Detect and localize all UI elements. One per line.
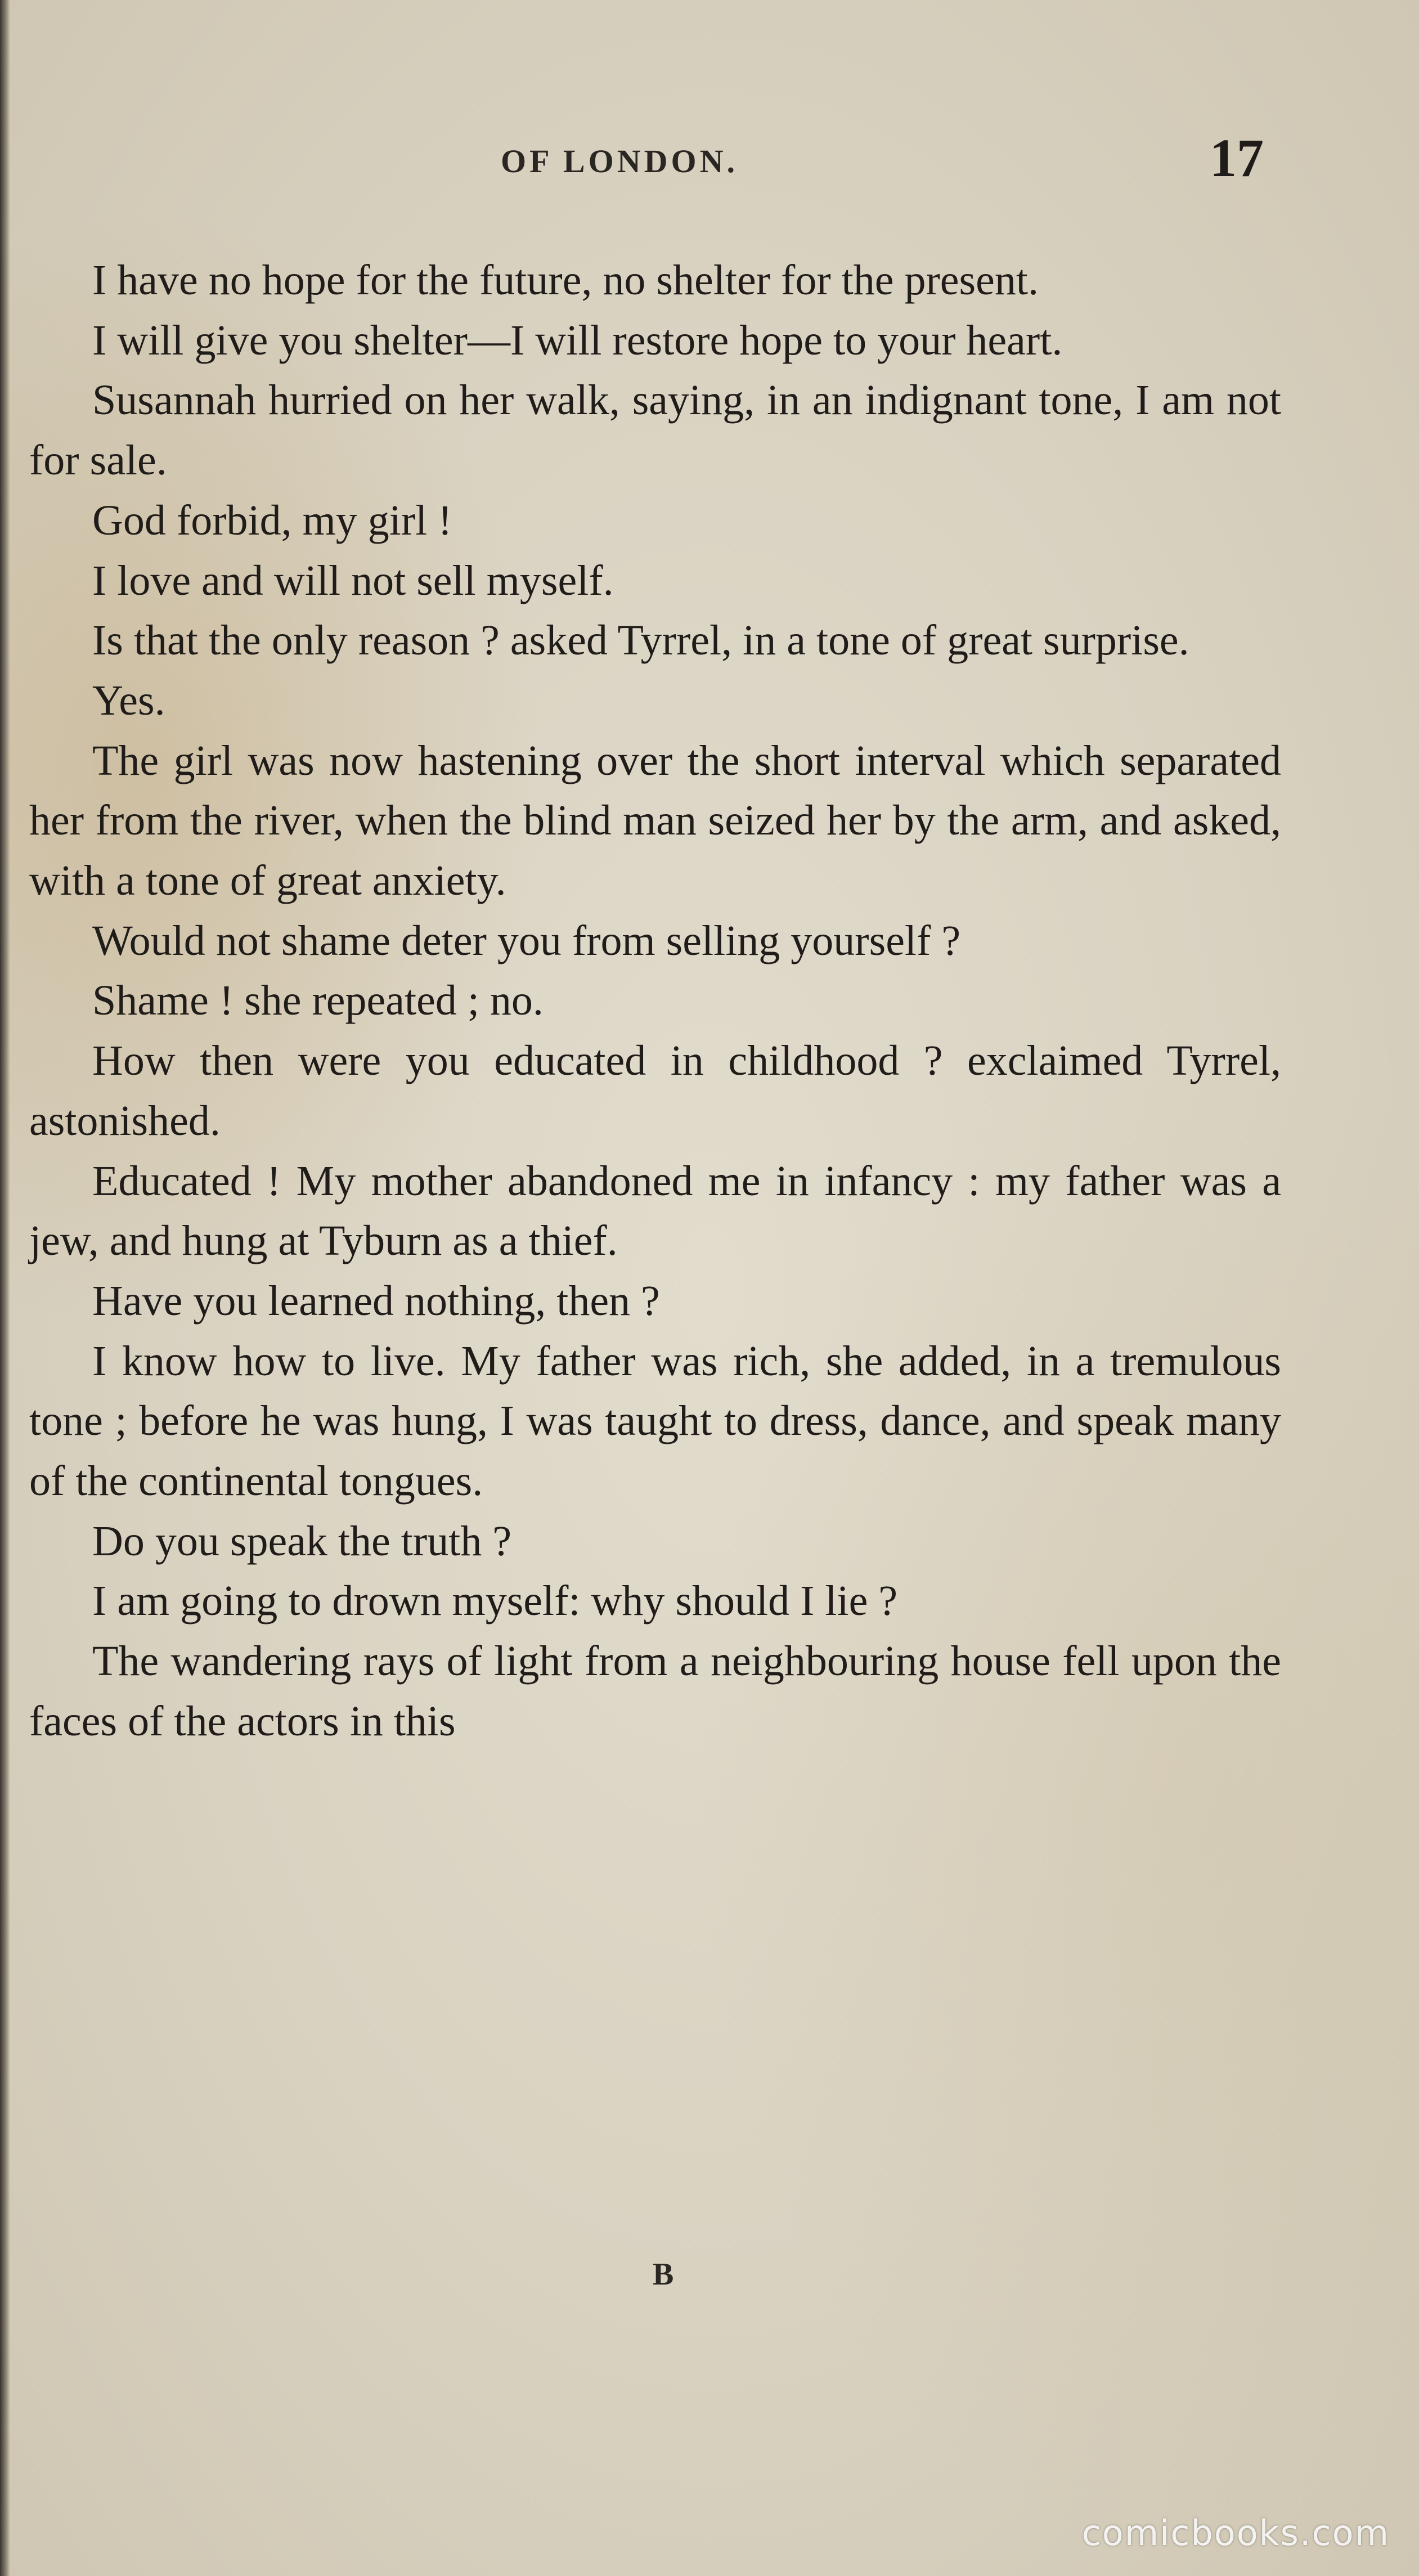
paragraph: Do you speak the truth ? xyxy=(92,1517,512,1565)
page-binding-edge xyxy=(0,0,10,2576)
body-text xyxy=(29,250,1281,1752)
paragraph: The wandering rays of light from a neighbouring house fell upon the faces of the actors in this xyxy=(29,1637,1281,1745)
page-header xyxy=(0,127,1419,194)
paragraph: Susannah hurried on her walk, saying, in an indignant tone, I am not for sale. xyxy=(29,376,1281,484)
paragraph: Shame ! she repeated ; no. xyxy=(92,977,544,1025)
paragraph: The girl was now hastening over the short interval which separated her from the river, when the blind man seized her by the arm, and asked, with a tone of great anxiety. xyxy=(29,737,1281,905)
paragraph: Educated ! My mother abandoned me in infancy : my father was a jew, and hung at Tyburn as a thief. xyxy=(29,1157,1281,1265)
watermark: comicbooks.com xyxy=(1081,2512,1390,2553)
paragraph: I have no hope for the future, no shelter for the present. xyxy=(92,257,1039,304)
paragraph: I will give you shelter—I will restore hope to your heart. xyxy=(92,316,1063,364)
paragraph: Yes. xyxy=(92,676,165,724)
running-head: OF LONDON. xyxy=(501,143,738,179)
paragraph: I love and will not sell myself. xyxy=(92,557,614,604)
paragraph: Is that the only reason ? asked Tyrrel, in a tone of great surprise. xyxy=(92,617,1189,665)
paragraph: God forbid, my girl ! xyxy=(92,496,452,544)
page-number: 17 xyxy=(1210,128,1264,188)
signature-mark: B xyxy=(653,2257,674,2292)
paragraph: Have you learned nothing, then ? xyxy=(92,1277,660,1325)
paragraph: I know how to live. My father was rich, she added, in a tremulous tone ; before he was hung, I was taught to dress, dance, and speak many of the continental tongues. xyxy=(29,1337,1281,1505)
paragraph: Would not shame deter you from selling yourself ? xyxy=(92,917,961,964)
paragraph: I am going to drown myself: why should I lie ? xyxy=(92,1577,898,1625)
paragraph: How then were you educated in childhood ? exclaimed Tyrrel, astonished. xyxy=(29,1037,1281,1145)
